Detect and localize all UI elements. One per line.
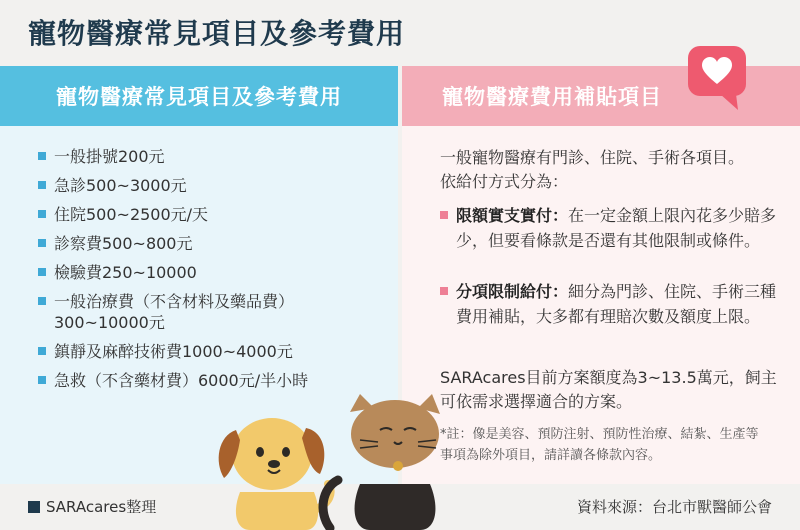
bullet-square-icon — [38, 210, 46, 218]
subsidy-card — [402, 66, 800, 484]
list-item: 一般掛號200元 — [38, 146, 308, 168]
list-item: 急救（不含藥材費）6000元/半小時 — [38, 370, 308, 392]
list-item: 急診500~3000元 — [38, 175, 308, 197]
plan-summary: SARAcares目前方案額度為3~13.5萬元，飼主可依需求選擇適合的方案。 — [440, 368, 777, 411]
list-item: 診察費500~800元 — [38, 233, 308, 255]
fee-list — [38, 146, 308, 399]
exclusion-note: *註：像是美容、預防注射、預防性治療、結紮、生產等事項為除外項目，請詳讀各條款內容。 — [440, 427, 759, 463]
subsidy-type-limit: 限額實支實付：在一定金額上限內花多少賠多少，但要看條款是否還有其他限制或條件。 — [440, 203, 786, 253]
data-source: 資料來源：台北市獸醫師公會 — [576, 498, 772, 516]
dog-and-cat-illustration — [210, 392, 450, 530]
bullet-square-icon — [38, 297, 46, 305]
bullet-square-icon — [38, 152, 46, 160]
bullet-square-icon — [38, 239, 46, 247]
subsidy-type-itemized: 分項限制給付：細分為門診、住院、手術三種費用補貼，大多都有理賠次數及額度上限。 — [440, 279, 786, 329]
list-item: 鎮靜及麻醉技術費1000~4000元 — [38, 341, 308, 363]
footer-square-icon — [28, 501, 40, 513]
bullet-square-icon — [440, 287, 448, 295]
heart-chat-bubble-icon — [686, 44, 750, 112]
list-item-continued: 300~10000元 — [54, 313, 165, 332]
fee-items-header: 寵物醫療常見項目及參考費用 — [0, 66, 398, 126]
bullet-square-icon — [38, 347, 46, 355]
page-title: 寵物醫療常見項目及參考費用 — [28, 17, 406, 50]
list-item: 住院500~2500元/天 — [38, 204, 308, 226]
list-item: 一般治療費（不含材料及藥品費） — [38, 291, 308, 313]
subsidy-header: 寵物醫療費用補貼項目 — [402, 66, 800, 126]
bullet-square-icon — [440, 211, 448, 219]
bullet-square-icon — [38, 268, 46, 276]
bullet-square-icon — [38, 376, 46, 384]
subsidy-intro: 一般寵物醫療有門診、住院、手術各項目。 依給付方式分為： — [440, 148, 745, 191]
compiled-by: SARAcares整理 — [28, 496, 156, 517]
bullet-square-icon — [38, 181, 46, 189]
list-item: 檢驗費250~10000 — [38, 262, 308, 284]
